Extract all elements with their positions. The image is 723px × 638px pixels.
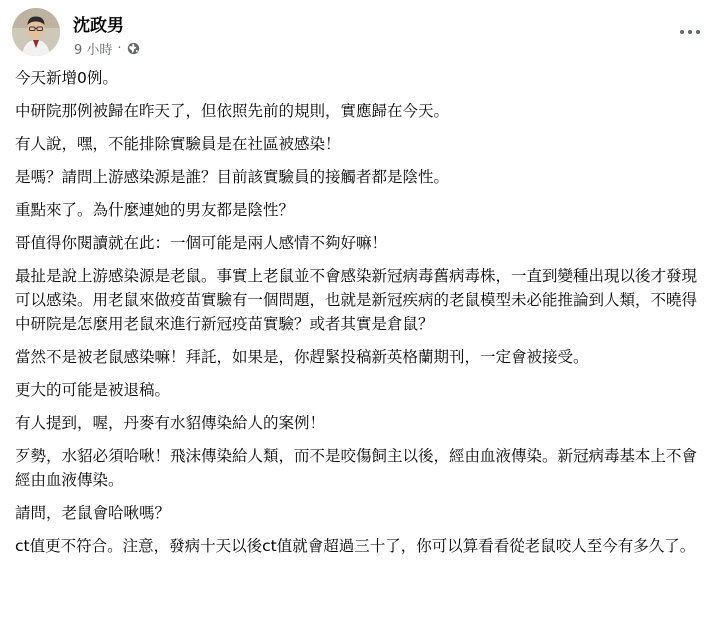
avatar-portrait — [12, 8, 60, 56]
paragraph: 重點來了。為什麼連她的男友都是陰性？ — [15, 201, 295, 219]
post-header — [12, 8, 711, 58]
post-time[interactable]: 9 小時 — [74, 43, 113, 58]
paragraph: 歹勢，水貂必須哈啾！飛沫傳染給人類，而不是咬傷飼主以後，經由血液傳染。新冠病毒基本上不會經由血液傳染。 — [15, 447, 698, 489]
paragraph: 最扯是說上游感染源是老鼠。事實上老鼠並不會感染新冠病毒舊病毒株，一直到變種出現以後才發現可以感染。用老鼠來做疫苗實驗有一個問題，也就是新冠疾病的老鼠模型未必能推論到人類，不曉得中研院是怎麼用老鼠來進行新冠疫苗實驗？或者其實是倉鼠？ — [15, 267, 698, 333]
paragraph: 當然不是被老鼠感染嘛！拜託，如果是，你趕緊投稿新英格蘭期刊，一定會被接受。 — [15, 348, 589, 366]
globe-icon[interactable] — [127, 42, 140, 55]
paragraph: 中研院那例被歸在昨天了，但依照先前的規則，實應歸在今天。 — [15, 102, 450, 120]
paragraph: 有人說，嘿，不能排除實驗員是在社區被感染！ — [15, 135, 341, 153]
paragraph: 更大的可能是被退稿。 — [15, 381, 171, 399]
post-body — [15, 66, 710, 567]
paragraph: 是嗎？請問上游感染源是誰？目前該實驗員的接觸者都是陰性。 — [15, 168, 450, 186]
avatar[interactable] — [12, 8, 60, 56]
meta-separator: · — [117, 41, 122, 56]
paragraph: 哥值得你閱讀就在此：一個可能是兩人感情不夠好嘛！ — [15, 234, 388, 252]
paragraph: ct值更不符合。注意，發病十天以後ct值就會超過三十了，你可以算看看從老鼠咬人至今有多久了。 — [15, 537, 696, 555]
paragraph: 有人提到，喔，丹麥有水貂傳染給人的案例！ — [15, 414, 326, 432]
paragraph: 今天新增0例。 — [15, 69, 118, 87]
more-options-icon[interactable] — [675, 20, 705, 44]
paragraph: 請問，老鼠會哈啾嗎？ — [15, 504, 171, 522]
post-meta — [74, 39, 140, 58]
author-name[interactable]: 沈政男 — [73, 16, 124, 36]
